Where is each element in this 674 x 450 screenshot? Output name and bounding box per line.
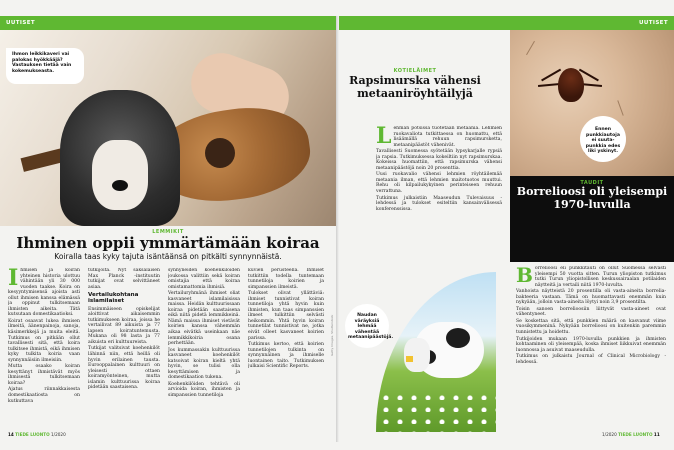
dog-col2-paragraph-2: Ensimmäiseen opiskelijat aloittivat aikaisemmin tutkimukseen koiraa, joissa he vertailivat 89 aikuista ja 77 lapsen koiratuntemusta. Mukana oli 98 lasta ja 77 aikuista eri kulttuureista. [88,306,160,345]
photo-skin-hair [526,41,535,55]
left-folio [8,432,66,437]
photo-credit: Getty Images, Shutterstock [330,314,334,356]
page-gutter [336,16,339,442]
tick-paragraph-2: Vanhoista näytteistä 20 prosentilla oli vasta-aineita borrelia-bakteeria vastaan. Tämä on huomattavasti enemmän kuin nykyään, jolloin vasta-aineita löytyi noin 3,9 prosentilta. [516,289,666,306]
methane-paragraph-4: Tutkimus julkaistiin Maaseudun Tulevaisuus -lehdessä ja tulokset esiteltiin kansainvälisessä konferenssissa. [376,195,502,212]
tick-article-column [516,266,666,428]
left-issue: 1/2020 [51,432,66,437]
photo-skin-hair [617,100,623,115]
right-page-number: 11 [653,432,660,437]
dog-article-dropcap: I [8,268,19,291]
dog-col4-paragraph-1: kuvien perusteella. Ihmiset tutkittiin todella tuntemaan tunnetiloja koirien ja simpanssien ilmeistä. [248,268,324,290]
dog-article-kicker: LEMMIKIT [152,229,184,235]
photo-cow-head [404,338,430,372]
tick-paragraph-1: orrelioosi eli punkkitauti on ollut Suomessa selvästi yleisempi 50 vuotta sitten. Turun yliopiston tutkimus tutki Turun yliopistollisen keskussairaalan potilaiden näytteitä ja vertaili niitä 1970-luvulta. [534,266,666,288]
dog-col1-paragraph-1: hmisen ja koiran yhteinen historia ulottuu vähintään yli 30 000 vuoden taakse. Koira on kesyyntymisensä ajoista asti ollut ihmisen kanssa elämässä ja oppinut tulkitsemaan ihmisten aikeita. Tätä kutsutaan domestikaatioksi. [8,268,80,318]
photo-tick-leg [538,83,560,86]
dog-article-column-4 [248,268,324,428]
dog-article-column-3 [168,268,240,428]
dog-col1-paragraph-2: Koirat osaavat lukea ihmisen ilmeitä, äänenpainoja, sanoja, käsimerkkejä ja muita eleitä. Tutkimus on pitkään ollut tavallisesti sitä, että koira tulkitsee ihmistä, eikä ihmisen kyky tulkita koiria vaan synnynnäisiin ilmeisiin. [8,318,80,363]
methane-paragraph-2: Tavallisesti Suomessa syötetään lypsykarjalle rypsiä ja rapsia. Tutkimuksessa kokeiltiin nyt rapsimurskaa. Kokeissa huomattiin, että rapsimurska vähensi metaanipäästöjä noin 20 prosenttia. [376,149,502,171]
dog-col4-paragraph-2: Tulokset olivat yllättäviä: ihmiset tunnistivat koiran tunnetiloja yhtä hyvin kuin ihmisten, kun taas simpanssien ilmeet tulkittiin selvästi heikommin. Yhtä hyvin koiran tunnetilat tunnistivat ne, jotka eivät olleet kasvaneet koirien parissa. [248,291,324,341]
right-issue: 1/2020 [602,432,617,437]
dog-col3-paragraph-3: Jos kummassakin kulttuurissa kasvaneet koehenkilöt katsoivat koiran kieltä yhtä hyvin, se tulisi olla kesyttämisen ja domestikaation tukena. [168,347,240,381]
cow-photo [376,272,496,432]
tick-paragraph-4: Se koskettaa sitä, että punkkien määrä on kasvanut viime vuosikymmeninä. Nykyään borrelioosi on kuitenkin paremmin tunnistettu ja hoidettu. [516,318,666,336]
tick-article-kicker: TAUDIT [580,180,604,186]
dog-article-column-2 [88,268,160,428]
tick-photo-callout: Ennen punkkiautoja ei suuta-punkkia edes liki yskinyt. [580,116,626,162]
section-label-left: UUTISET [0,16,336,30]
dog-col2-paragraph-1: tutkijoita. Nyt saksalaisen Max Planck -instituutin tutkijat ovat selvittäneet asiaa. [88,268,160,290]
dog-article-subhead: Vertailukohtana islamilaiset [88,292,139,305]
dog-article-deck: Koiralla taas kyky tajuta isäntäänsä on pitkälti synnynnäistä. [54,252,282,261]
methane-paragraph-1: ehmän pötsissä tuotetaan metaania. Lehmien ruokavaliota tutkittaessa on huomattu, että lisäämällä rehuun rapsimursketta, metaanipäästöt vähenivät. [393,126,502,148]
dog-col3-paragraph-1: synnyneiden koehenkilöiden joukossa valittiin sekä koiran omistajia että koiraa omistamattomia ihmisiä. [168,268,240,290]
left-page-number: 14 [8,432,14,437]
tick-article-dropcap: B [516,266,533,287]
cow-photo-callout: Naudan väräyksiä lehmää vähentää metaanipäästöjä. [345,304,389,348]
photo-cow-spot [446,328,470,348]
tick-paragraph-3: Toisin sanoen borrelioosiin liittyvät vasta-aineet ovat vähentyneet. [516,306,666,318]
methane-article-dropcap: L [376,126,392,149]
right-folio [602,432,660,437]
methane-paragraph-3: Uusi ruokavalio vähensi lehmien röyhtäilemää metaania ilman, että lehmien maitotuotos muuttui. Rehu oli kilpailukykyinen perinteiseen rehuun verrattuna. [376,172,502,195]
methane-article-kicker: KOTIELÄIMET [393,68,437,74]
dog-col3-paragraph-4: Koehenkilöiden tehtävä oli arvioida koiran, ihmisten ja simpanssien tunnetiloja [168,381,240,399]
tick-paragraph-5: Tutkijoiden mukaan 1970-luvulla punkkien ja ihmisten kohtaaminen oli yleisempää, koska ihmiset liikkuivat enemmän luonnossa ja asuivat maaseudulla. [516,336,666,353]
section-label-right: UUTISET [339,16,674,30]
photo-dog-nose [112,180,128,191]
dog-col1-paragraph-3: Mutta osaako koiran kesyttänyt ihmistävät myös ihmisestä tulkitsemaan koiraa? [8,364,80,386]
photo-dog-face [92,140,148,210]
dog-col1-paragraph-4: Ajatus riinnakkaisesta domestikaatiosta on kutkuttava [8,387,80,404]
dog-article-headline: Ihminen oppii ymmärtämään koiraa [16,234,320,252]
photo-flowers [376,388,496,432]
right-magazine-name: TIEDE LUONTO [618,432,653,437]
dog-col2-paragraph-3: Tutkijat valitsivat koehenkilöt lähinnä niin, että heillä oli hyvin erilainen tausta. Eurooppalainen kulttuuri on yleisesti ottaen koiramyönteinen, mutta islamin kulttuurissa koiraa pidetään saastaisena. [88,346,160,391]
dog-col3-paragraph-2: Vertailuryhmänä ihmiset oliat kasvaneet islamilaisissa maissa. Heidän kulttuurissaan koiraa pidetään saastaisena eikä niitä pidetä lemmikkeinä. Nämä maissa ihmiset vietävät koirien kanssa vähemmän aikaa eivätkä useinkaan näe lemmikkikoiria osana perhettään. [168,291,240,347]
tick-article-headline: Borrelioosi oli yleisempi 1970-luvulla [516,185,668,211]
photo-guitar-soundhole [205,138,235,168]
methane-article-column [376,126,502,272]
dog-article-column-1 [8,268,80,428]
dog-photo-callout: Ihmon leikkikaveri vai palokas hyökkääjä? Vastauksen tietää vain kokemukseasta. [6,48,84,84]
photo-cow-eartag [406,356,413,362]
tick-paragraph-6: Tutkimus on julkaistu Journal of Clinical Microbiology -lehdessä. [516,354,666,365]
photo-tick [558,68,584,102]
left-magazine-name: TIEDE LUONTO [15,432,50,437]
dog-col4-paragraph-3: Tutkimus kertoo, että koirien tunnetilojen tulkinta on synnynnäinen ja ihmiselle luontainen taito. Tutkimuksen julkaisi Scientific Reports. [248,342,324,370]
methane-article-headline: Rapsimurska vähensi metaaniröyhtäilyjä [349,74,481,100]
